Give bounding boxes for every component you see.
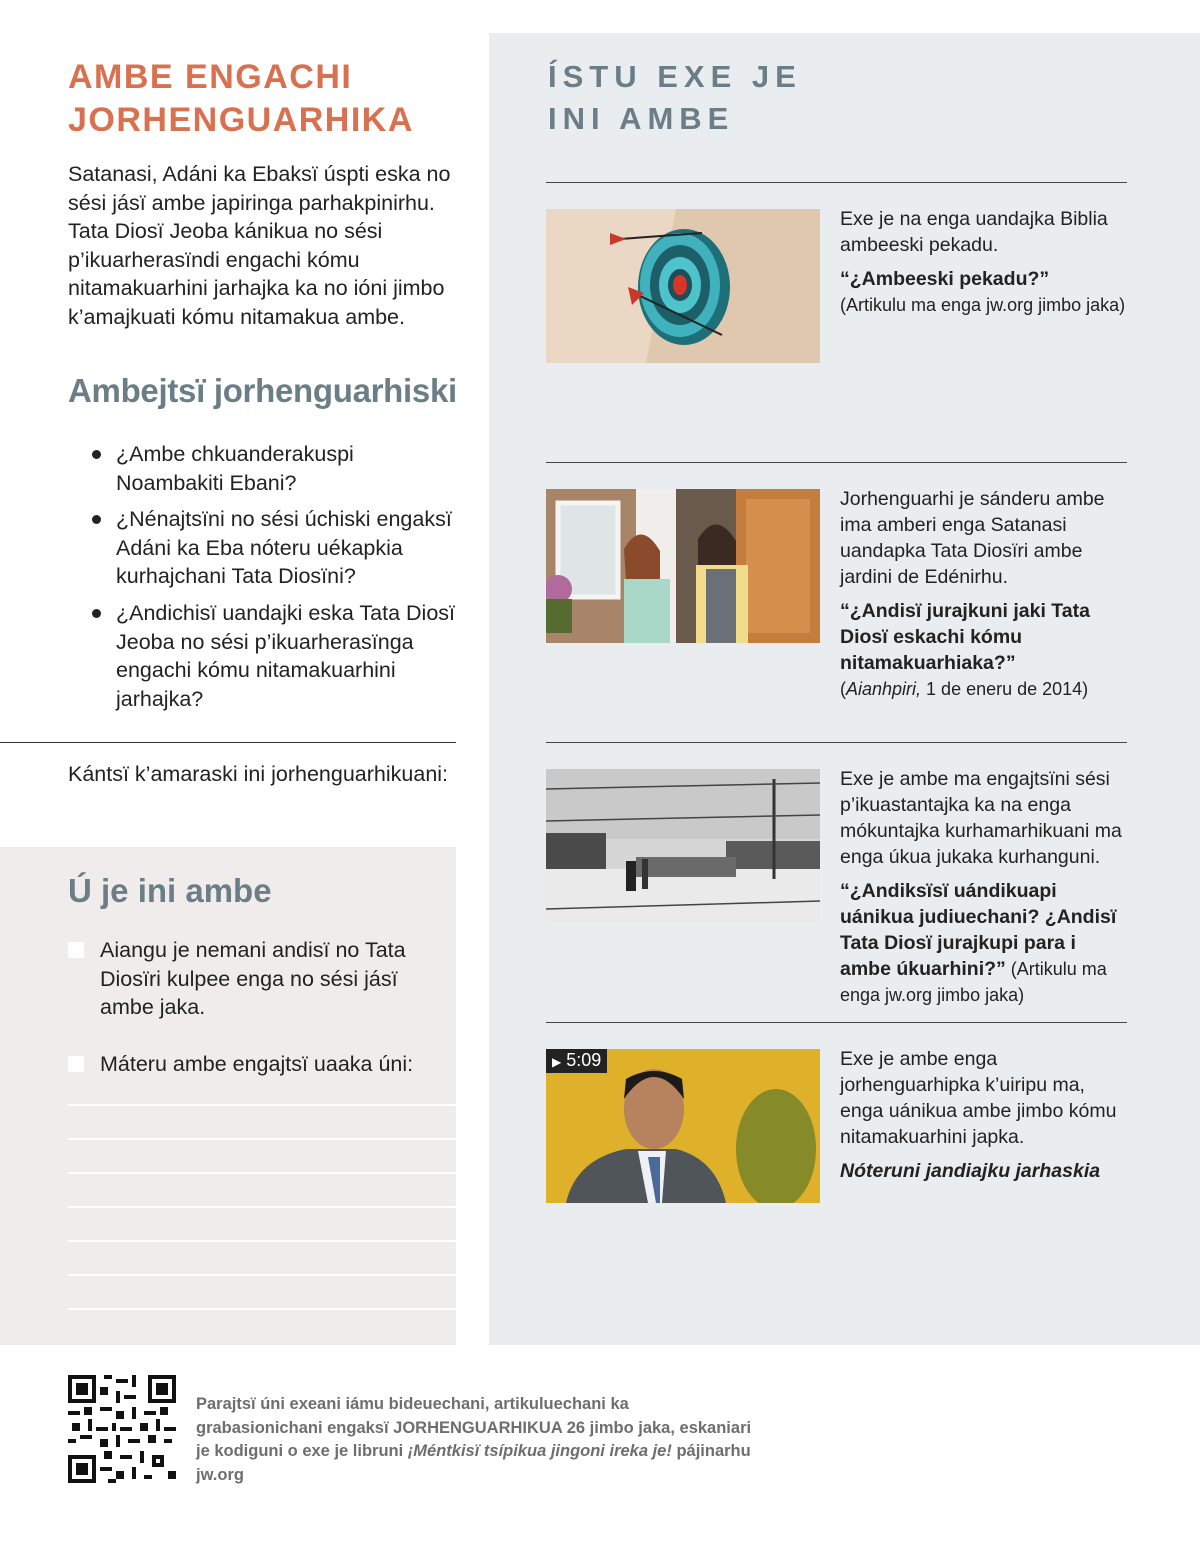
goal-box-heading: Ú je ini ambe <box>68 872 272 909</box>
footer-text-part: Parajtsï úni exeani iámu bideuechani, artikuluechani ka grabasionichani engaksï <box>196 1395 629 1437</box>
resource-description: Jorhenguarhi je sánderu ambe ima amberi enga Satanasi uandapka Tata Diosïri ambe jardini de Edénirhu. <box>840 488 1105 588</box>
writing-line[interactable] <box>68 1308 456 1310</box>
resource-item-4 <box>840 1046 1130 1184</box>
play-icon: ▶ <box>552 1055 562 1069</box>
arrows-target-image <box>546 209 820 363</box>
resource-link-block <box>840 878 1130 1008</box>
resource-source: (Artikulu ma enga jw.org jimbo jaka) <box>840 295 1126 315</box>
article-link[interactable]: “¿Andiksïsï uándikuapi uánikua judiuechani? ¿Andisï Tata Diosï jurajkupi para i ambe úkuarhini?” <box>840 880 1117 980</box>
article-thumbnail[interactable] <box>546 209 820 363</box>
page-title <box>68 56 468 142</box>
resource-description: Exe je ambe ma engajtsïni sési p’ikuastantajka ka na enga mókuntajka kurhamarhikuani ma enga úkua jukaka kurhanguni. <box>840 768 1122 868</box>
video-duration: 5:09 <box>566 1050 602 1070</box>
article-thumbnail[interactable] <box>546 769 820 923</box>
qr-code-icon <box>68 1375 176 1483</box>
checkbox-label: Máteru ambe engajtsï uaaka úni: <box>100 1052 414 1076</box>
bullet-icon <box>92 450 101 459</box>
writing-line[interactable] <box>68 1104 456 1106</box>
bullet-icon <box>92 515 101 524</box>
resource-item-3 <box>840 766 1130 1008</box>
resource-description: Exe je na enga uandajka Biblia ambeeski pekadu. <box>840 208 1108 256</box>
resources-title <box>548 56 848 140</box>
divider <box>0 742 456 743</box>
question-item <box>92 440 462 497</box>
article-link[interactable]: “¿Andisï jurajkuni jaki Tata Diosï eskachi kómu nitamakuarhiaka?” <box>840 600 1090 674</box>
article-link[interactable]: “¿Ambeeski pekadu?” <box>840 268 1050 290</box>
notes-label: Kántsï k’amaraski ini jorhenguarhikuani: <box>68 762 449 786</box>
question-text: ¿Ambe chkuanderakuspi Noambakiti Ebani? <box>116 442 354 495</box>
divider <box>546 182 1127 183</box>
resource-description: Exe je ambe enga jorhenguarhipka k’uiripu ma, enga uánikua ambe jimbo kómu nitamakuarhini japka. <box>840 1048 1117 1148</box>
bullet-icon <box>92 609 101 618</box>
footer-text-part: jimbo jaka, eskaniari je kodiguni o exe je libruni <box>196 1418 752 1460</box>
goal-box <box>0 847 456 1345</box>
writing-line[interactable] <box>68 1172 456 1174</box>
resources-title-line1: ÍSTU EXE JE <box>548 59 802 94</box>
book-title: ¡Méntkisï tsípikua jingoni ireka je! <box>407 1442 672 1460</box>
writing-line[interactable] <box>68 1206 456 1208</box>
writing-line[interactable] <box>68 1240 456 1242</box>
footer-text-part: pájinarhu jw.org <box>196 1442 751 1484</box>
article-thumbnail[interactable] <box>546 489 820 643</box>
video-thumbnail[interactable] <box>546 1049 820 1203</box>
source-date: 1 de eneru de 2014) <box>921 679 1089 699</box>
magazine-name: Aianhpiri, <box>846 679 922 699</box>
checkbox-item[interactable] <box>68 1050 448 1079</box>
divider <box>546 462 1127 463</box>
resource-source: (Artikulu ma enga jw.org jimbo jaka) <box>840 959 1107 1005</box>
footer-text <box>196 1393 756 1487</box>
resources-title-line2: INI AMBE <box>548 101 735 136</box>
checkbox-label: Aiangu je nemani andisï no Tata Diosïri kulpee enga no sési jásï ambe jaka. <box>100 938 406 1020</box>
checkbox[interactable] <box>68 1056 84 1072</box>
video-duration-badge <box>546 1049 607 1073</box>
two-women-image <box>546 489 820 643</box>
checkbox-item[interactable] <box>68 936 448 1022</box>
intro-paragraph: Satanasi, Adáni ka Ebaksï úspti eska no sési jásï ambe japiringa parhakpinirhu. Tata Diosï Jeoba kánikua no sési p’ikuarherasïndi engachi kómu nitamakuarhini jarhajka ka no ióni jimbo k’amajkuati kómu nitamakua ambe. <box>68 162 451 329</box>
question-text: ¿Andichisï uandajki eska Tata Diosï Jeoba no sési p’ikuarherasïnga engachi kómu nitamakuarhini jarhajka? <box>116 600 456 711</box>
question-item <box>92 599 462 713</box>
resource-item-2 <box>840 486 1130 702</box>
page-title-line2: JORHENGUARHIKA <box>68 101 414 139</box>
writing-line[interactable] <box>68 1138 456 1140</box>
resource-item-1 <box>840 206 1130 318</box>
source-paren: ( <box>840 679 846 699</box>
left-column <box>0 0 490 1345</box>
checkbox[interactable] <box>68 942 84 958</box>
page-title-line1: AMBE ENGACHI <box>68 58 353 96</box>
qr-code[interactable] <box>68 1375 176 1483</box>
divider <box>546 742 1127 743</box>
lesson-reference: JORHENGUARHIKUA 26 <box>393 1418 586 1437</box>
video-link[interactable]: Nóteruni jandiajku jarhaskia <box>840 1160 1101 1182</box>
question-item <box>92 505 462 591</box>
questions-heading: Ambejtsï jorhenguarhiski <box>68 372 457 409</box>
resource-source <box>840 679 1088 699</box>
question-text: ¿Nénajtsïni no sési úchiski engaksï Adáni ka Eba nóteru uékapkia kurhajchani Tata Diosïni? <box>116 507 452 589</box>
writing-line[interactable] <box>68 1274 456 1276</box>
divider <box>546 1022 1127 1023</box>
questions-list <box>92 440 462 721</box>
prison-camp-image <box>546 769 820 923</box>
